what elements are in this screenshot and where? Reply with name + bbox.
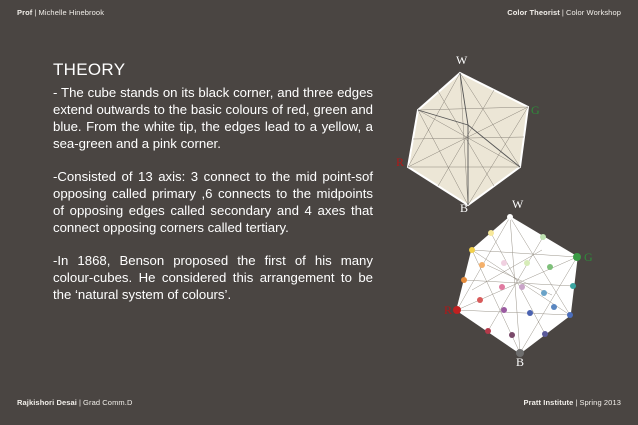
cube-bottom-drawing: [442, 195, 602, 370]
slide-title: THEORY: [53, 60, 126, 79]
footer-term: Spring 2013: [579, 398, 621, 407]
cube-bottom-label-g: G: [584, 250, 593, 264]
footer-author: Rajkishori Desai: [17, 398, 77, 407]
cube-figure-bottom: [442, 195, 602, 370]
header-course-title: Color Theorist: [507, 8, 560, 17]
cube-top-label-r: R: [396, 155, 405, 169]
paragraph-axis: -Consisted of 13 axis: 3 connect to the mid point-sof opposing called primary ,6 connects to the midpoints of opposing edges called secondary and 4 axes that connect opposing corners called tertiary.: [53, 169, 373, 235]
header-left: Prof | Michelle Hinebrook: [17, 8, 105, 17]
slide-body: [53, 84, 373, 319]
cube-top-drawing: [398, 55, 543, 215]
cube-top-label-g: G: [531, 103, 540, 117]
footer-left: Rajkishori Desai | Grad Comm.D: [17, 398, 133, 407]
footer-program: Grad Comm.D: [83, 398, 133, 407]
header-prof-name: Michelle Hinebrook: [38, 8, 105, 17]
footer-institute: Pratt Institute: [523, 398, 574, 407]
footer-right: Pratt Institute | Spring 2013: [523, 398, 621, 407]
paragraph-cube: - The cube stands on its black corner, and three edges extend outwards to the basic colours of red, green and blue. From the white tip, the edges lead to a yellow, a sea-green and a pink corner.: [53, 85, 373, 151]
header-right: Color Theorist | Color Workshop: [507, 8, 621, 17]
header-course-sub: Color Workshop: [565, 8, 621, 17]
paragraph-benson: -In 1868, Benson proposed the first of his many colour-cubes. He considered this arrangement to be the ‘natural system of colours’.: [53, 253, 373, 302]
cube-bottom-label-r: R: [444, 303, 453, 317]
cube-top-label-w: W: [456, 53, 468, 67]
cube-figure-top: [398, 55, 543, 215]
cube-bottom-label-w: W: [512, 197, 524, 211]
header-prof-label: Prof: [17, 8, 33, 17]
cube-bottom-label-b: B: [516, 355, 525, 369]
cube-top-label-b: B: [460, 201, 469, 215]
